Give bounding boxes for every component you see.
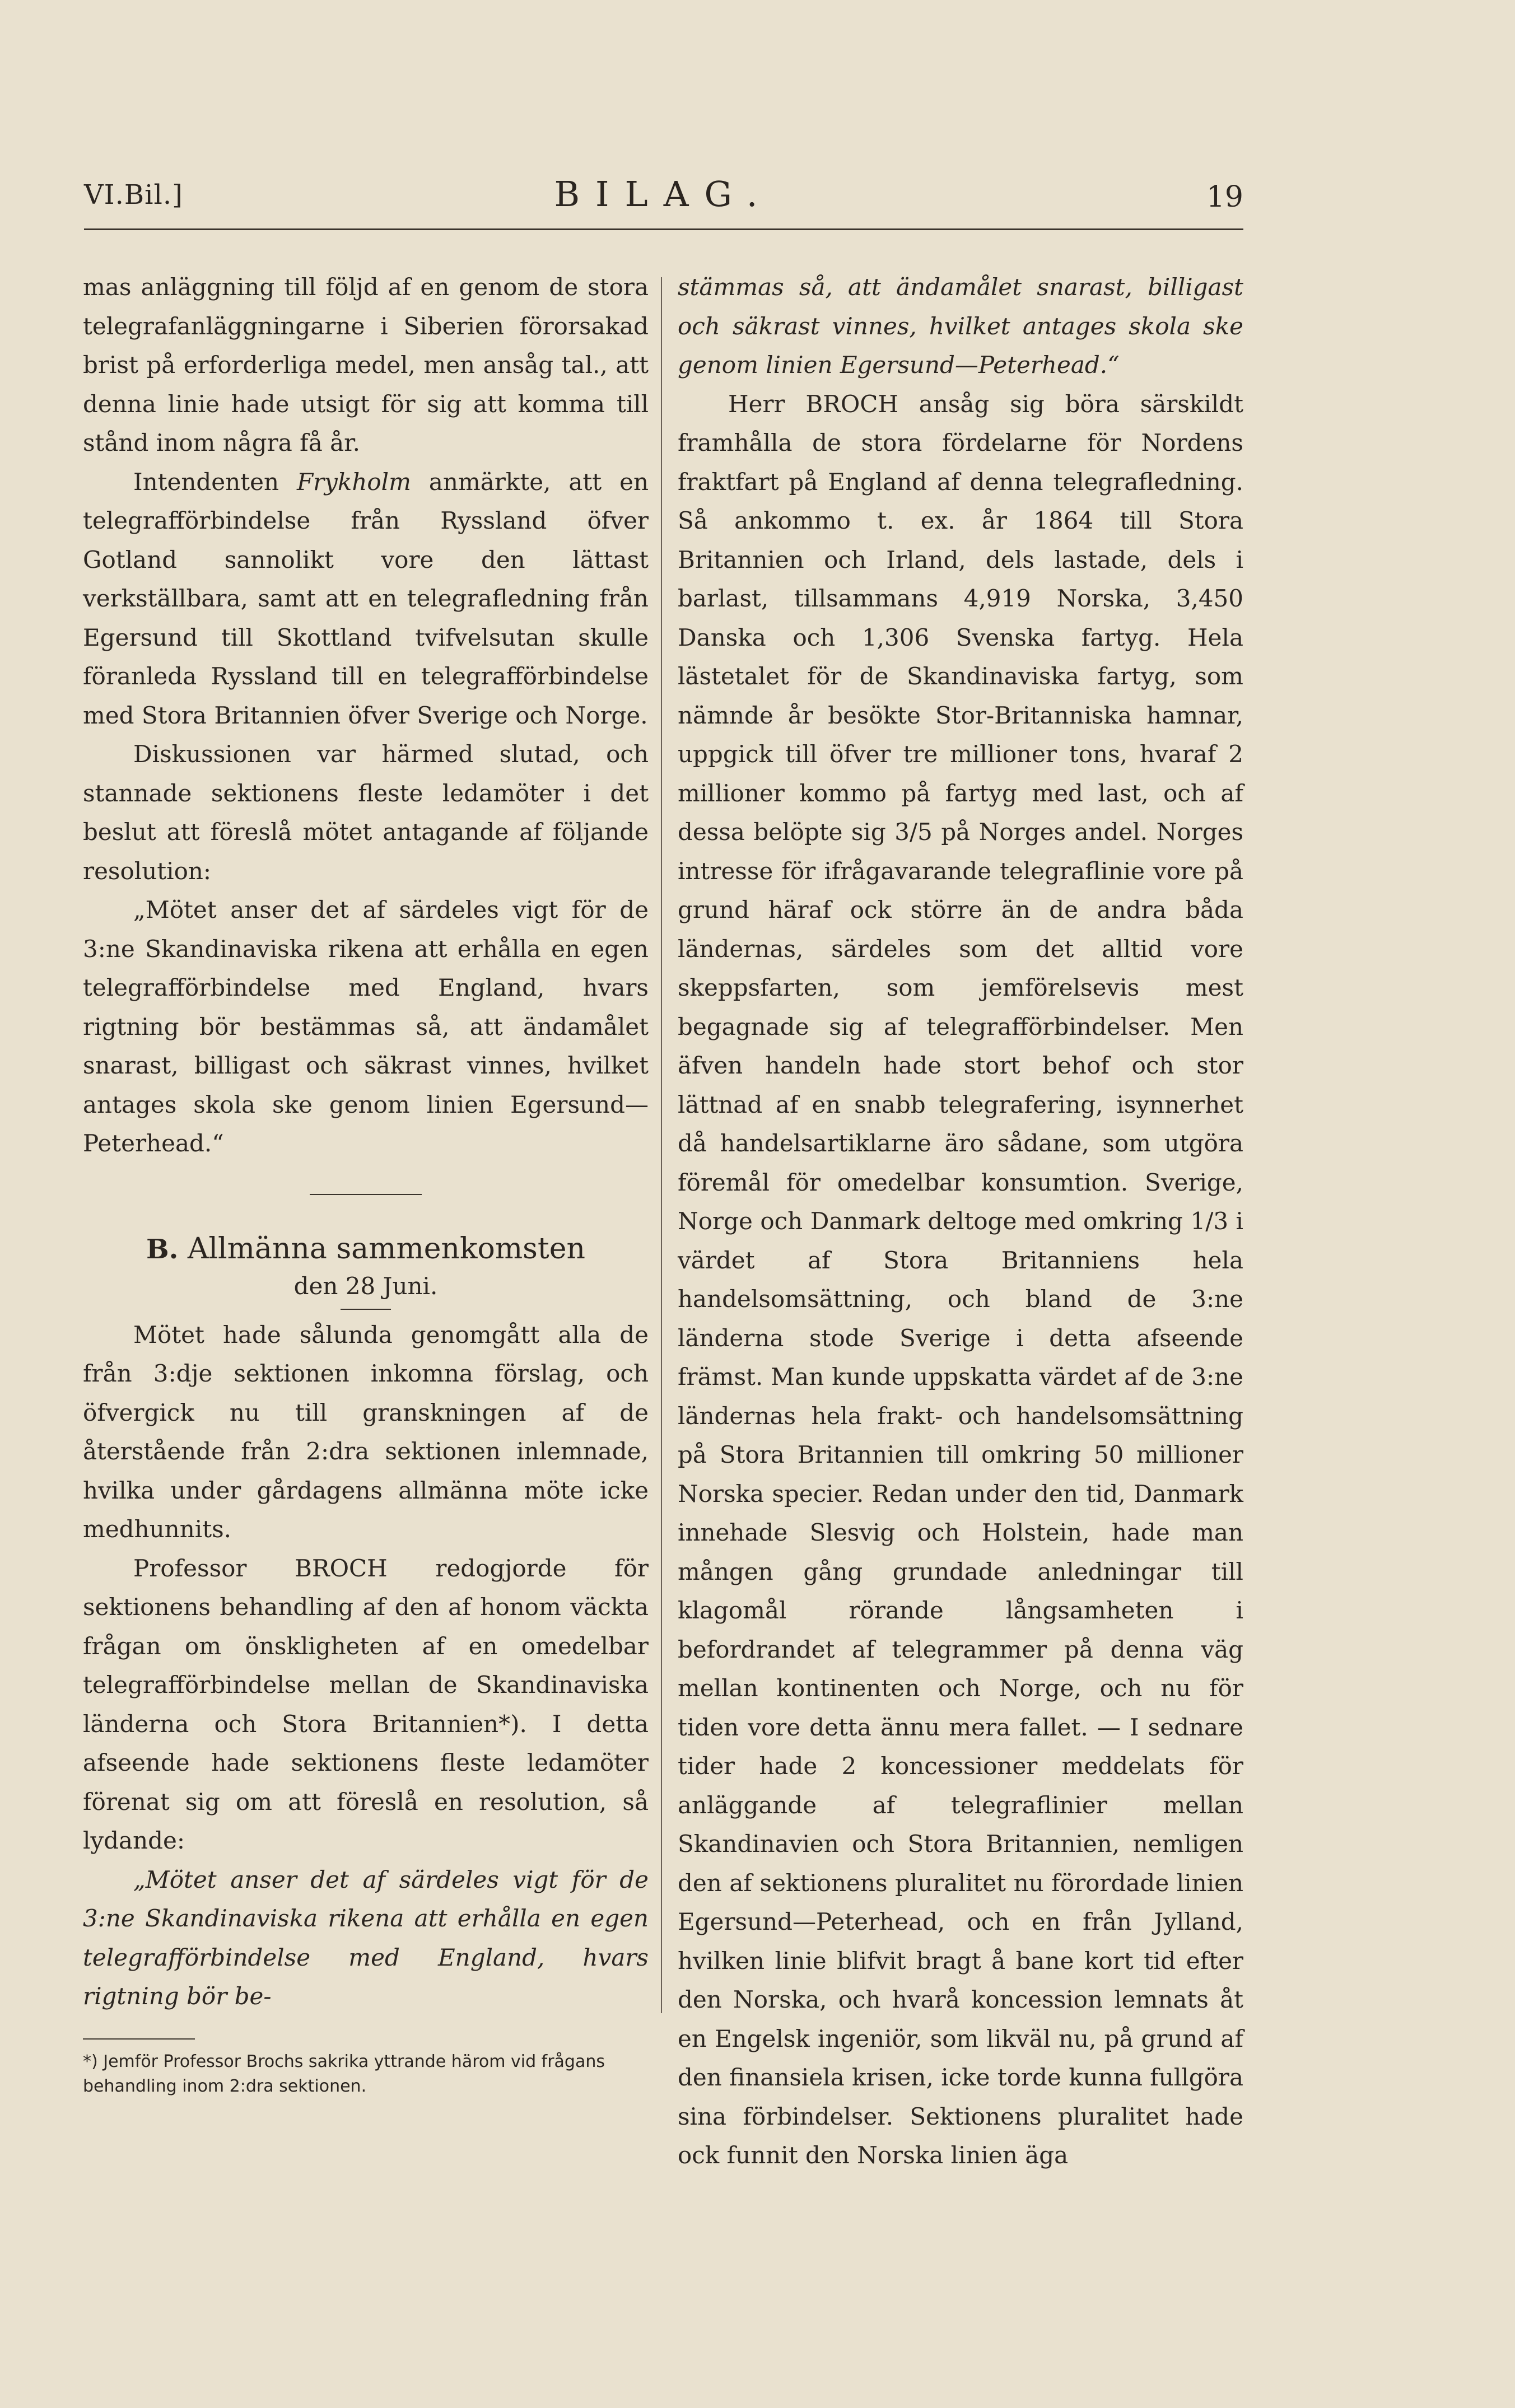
running-title: BILAG.	[554, 174, 773, 214]
section-divider	[310, 1194, 422, 1195]
paragraph-broch-shipping: Herr BROCH ansåg sig böra särskildt framhålla de stora fördelarne för Nordens fraktfart på England af denna telegrafledning. Så ankommo t. ex. år 1864 till Stora Britannien och Irland, dels lastade, dels i barlast, tillsammans 4,919 Norska, 3,450 Danska och 1,306 Svenska fartyg. Hela lästetalet för de Skandinaviska fartyg, som nämnde år besökte Stor-Britanniska hamnar, uppgick till öfver tre millioner tons, hvaraf 2 millioner kommo på fartyg med last, och af dessa belöpte sig 3/5 på Norges andel. Norges intresse för ifrågavarande telegraflinie vore på grund häraf ock större än de andra båda ländernas, särdeles som det alltid vore skeppsfarten, som jemförelsevis mest begagnade sig af telegrafförbindelser. Men äfven handeln hade stort behof och stor lättnad af en snabb telegrafering, isynnerhet då handelsartiklarne äro sådane, som utgöra föremål för omedelbar konsumtion. Sverige, Norge och Danmark deltoge med omkring 1/3 i värdet af Stora Britanniens hela handelsomsättning, och bland de 3:ne länderna stode Sverige i detta afseende främst. Man kunde uppskatta värdet af de 3:ne ländernas hela frakt- och handelsomsättning på Stora Britannien till omkring 50 millioner Norska specier. Redan under den tid, Danmark innehade Slesvig och Holstein, hade man mången gång grundade anledningar till klagomål rörande långsamheten i befordrandet af telegrammer på denna väg mellan kontinenten och Norge, och nu för tiden vore detta ännu mera fallet. — I sednare tider hade 2 koncessioner meddelats för anläggande af telegraflinier mellan Skandinavien och Stora Britannien, nemligen den af sektionens pluralitet nu förordade linien Egersund—Peterhead, och en från Jylland, hvilken linie blifvit bragt å bane kort tid efter den Norska, och hvarå koncession lemnats åt en Engelsk ingeniör, som likväl nu, på grund af den finansiela krisen, icke torde kunna fullgöra sina förbindelser. Sektionens pluralitet hade ock funnit den Norska linien äga	[678, 390, 1243, 2169]
section-letter: B.	[146, 1233, 179, 1265]
date-divider	[341, 1309, 391, 1310]
section-reference: VI.Bil.]	[84, 179, 183, 211]
resolution-quote: „Mötet anser det af särdeles vigt för de 3:ne Skandinaviska rikena att erhålla en egen telegrafförbindelse med England, hvars rigtning bör bestämmas så, att ändamålet snarast, billigast och säkrast vinnes, hvilket antages skola ske genom linien Egersund—Peterhead.“	[83, 896, 649, 1157]
section-title: Allmänna sammenkomsten	[187, 1231, 585, 1266]
paragraph-frykholm: Intendenten Frykholm anmärkte, att en telegrafförbindelse från Ryssland öfver Gotland sannolikt vore den lättast verkställbara, samt att en telegrafledning från Egersund till Skottland tvifvelsutan skulle föranleda Ryssland till en telegrafförbindelse med Stora Britannien öfver Sverige och Norge.	[83, 468, 649, 729]
resolution-quote-italic: „Mötet anser det af särdeles vigt för de 3:ne Skandinaviska rikena att erhålla en egen telegrafförbindelse med England, hvars rigtning bör be-	[83, 1865, 649, 2010]
person-name: Frykholm	[296, 468, 411, 496]
section-heading	[83, 1229, 649, 1270]
paragraph-continuation: mas anläggning till följd af en genom de stora telegrafanläggningarne i Siberien förorsakad brist på erforderliga medel, men ansåg tal., att denna linie hade utsigt för sig att komma till stånd inom några få år.	[83, 273, 649, 456]
running-head	[84, 168, 1243, 218]
left-column	[83, 268, 649, 2099]
footnote: *) Jemför Professor Brochs sakrika yttrande härom vid frågans behandling inom 2:dra sektionen.	[83, 2051, 605, 2096]
footnote-rule	[83, 2038, 195, 2040]
resolution-quote-continuation: stämmas så, att ändamålet snarast, billigast och säkrast vinnes, hvilket antages skola ske genom linien Egersund—Peterhead.“	[678, 273, 1243, 379]
paragraph-discussion: Diskussionen var härmed slutad, och stannade sektionens fleste ledamöter i det beslut att föreslå mötet antagande af följande resolution:	[83, 740, 649, 885]
header-rule	[84, 228, 1243, 230]
paragraph-broch: Professor BROCH redogjorde för sektionens behandling af den af honom väckta frågan om önskligheten af en omedelbar telegrafförbindelse mellan de Skandinaviska länderna och Stora Britannien*). I detta afseende hade sektionens fleste ledamöter förenat sig om att föreslå en resolution, så lydande:	[83, 1554, 649, 1854]
page-number: 19	[1206, 180, 1243, 214]
column-divider	[661, 277, 662, 2013]
section-date: den 28 Juni.	[293, 1272, 438, 1300]
right-column	[678, 268, 1243, 2175]
paragraph-meeting: Mötet hade sålunda genomgått alla de från 3:dje sektionen inkomna förslag, och öfvergick nu till granskningen af de återstående från 2:dra sektionen inlemnade, hvilka under gårdagens allmänna möte icke medhunnits.	[83, 1320, 649, 1543]
